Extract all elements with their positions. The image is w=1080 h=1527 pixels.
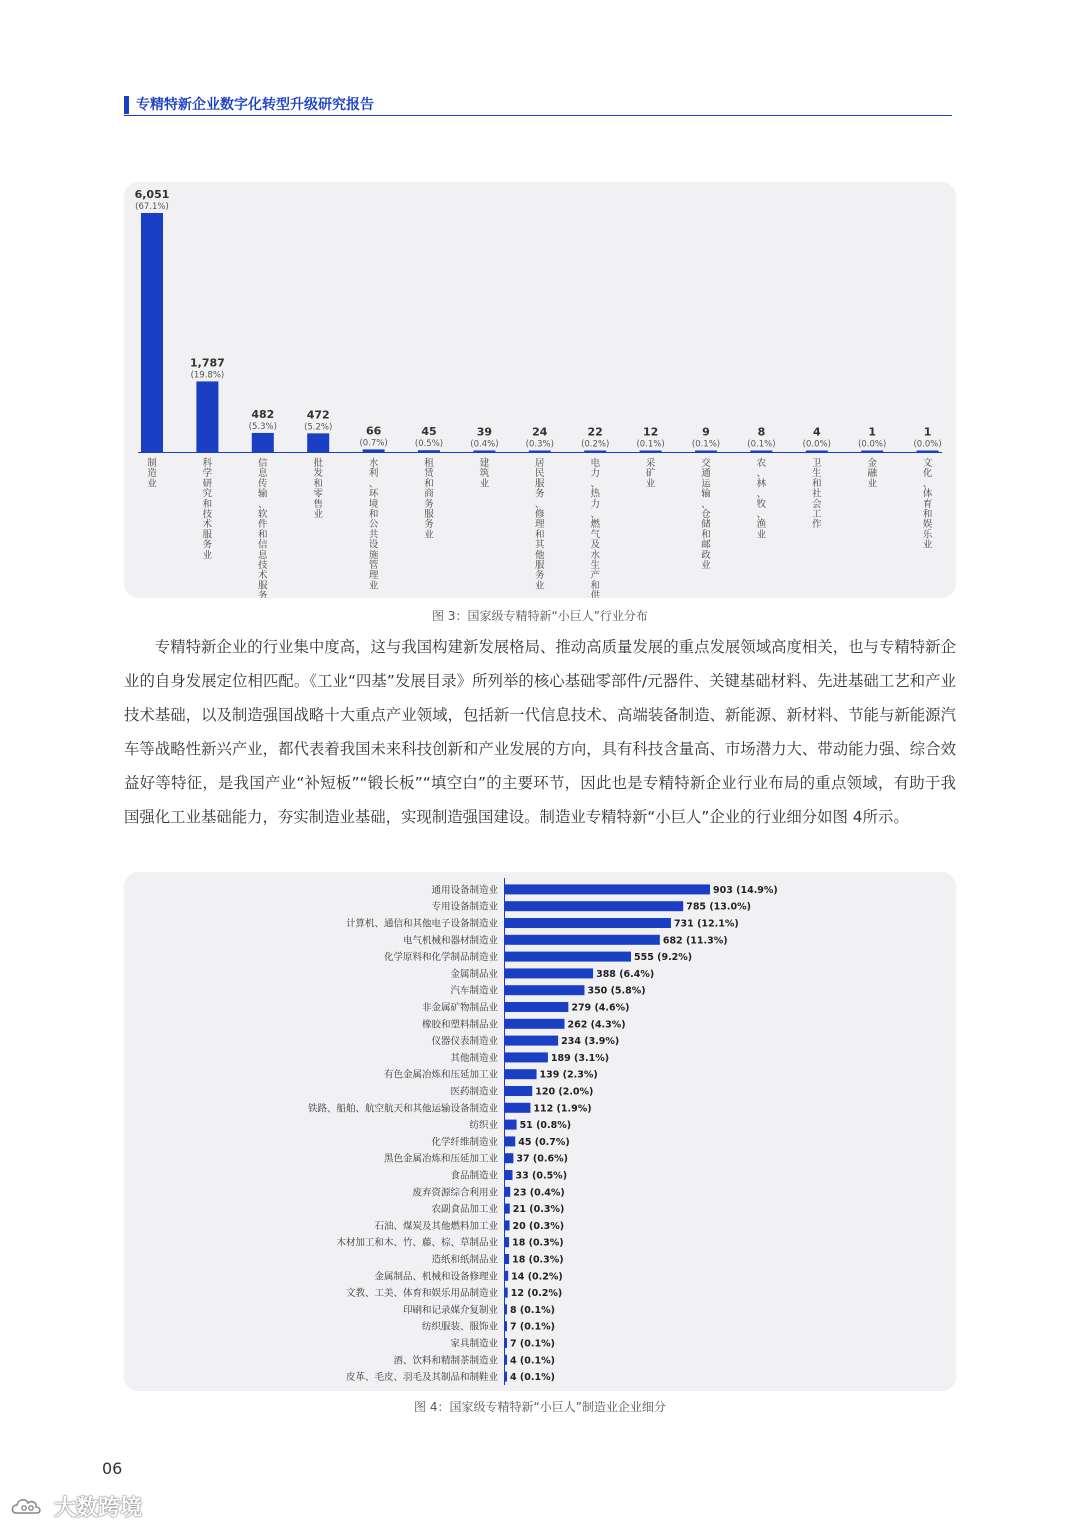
bar <box>505 1052 548 1062</box>
category-label: 采矿业 <box>645 458 656 490</box>
header-divider <box>124 115 952 116</box>
bar-percent-label: (0.5%) <box>414 439 444 450</box>
bar <box>750 451 772 453</box>
bar <box>505 1153 513 1163</box>
category-label: 卫生和社会工作 <box>812 458 822 531</box>
bar-value-label: 9 <box>702 425 710 439</box>
bar-value-label: 45 (0.7%) <box>518 1136 570 1148</box>
bar <box>695 451 717 453</box>
bar-value-label: 112 (1.9%) <box>533 1103 592 1115</box>
bar-value-label: 12 (0.2%) <box>510 1288 563 1300</box>
bar-value-label: 7 (0.1%) <box>510 1321 555 1333</box>
bar <box>505 1002 568 1012</box>
category-label: 非金属矿物制品业 <box>421 1002 498 1014</box>
bar <box>505 1372 507 1382</box>
bar-percent-label: (0.2%) <box>581 439 610 450</box>
bar-percent-label: (0.1%) <box>747 439 776 450</box>
bar <box>505 935 660 945</box>
bar-value-label: 45 <box>421 425 437 439</box>
category-label: 信息传输、软件和信息技术服务 <box>258 458 268 598</box>
bar-value-label: 4 <box>812 425 821 439</box>
bar-value-label: 22 <box>587 425 603 439</box>
category-label: 橡胶和塑料制品业 <box>421 1019 498 1031</box>
category-label: 通用设备制造业 <box>431 884 498 896</box>
category-label: 化学原料和化学制品制造业 <box>383 952 498 964</box>
bar-value-label: 785 (13.0%) <box>686 901 751 913</box>
bar-value-label: 139 (2.3%) <box>539 1069 598 1081</box>
bar <box>505 1254 509 1264</box>
category-label: 金融业 <box>867 458 877 490</box>
bar-value-label: 731 (12.1%) <box>673 918 739 930</box>
bar <box>640 451 662 453</box>
bar-percent-label: (19.8%) <box>190 370 225 381</box>
category-label: 汽车制造业 <box>450 985 498 997</box>
bar-percent-label: (67.1%) <box>135 202 169 212</box>
bar <box>505 952 631 962</box>
bar-percent-label: (5.2%) <box>304 422 333 433</box>
bar-value-label: 14 (0.2%) <box>511 1271 563 1283</box>
bar-value-label: 24 <box>532 425 548 439</box>
watermark-text: 大数跨境 <box>54 1496 143 1521</box>
bar-percent-label: (5.3%) <box>248 421 277 432</box>
bar-value-label: 37 (0.6%) <box>516 1153 568 1165</box>
bar-value-label: 33 (0.5%) <box>515 1170 568 1182</box>
bar-value-label: 682 (11.3%) <box>662 935 728 947</box>
bar <box>505 1237 509 1247</box>
bar <box>505 1019 564 1029</box>
category-label: 家具制造业 <box>450 1338 498 1350</box>
bar <box>505 1338 507 1348</box>
bar <box>529 451 551 453</box>
figure-4-caption: 图 4：国家级专精特新“小巨人”制造业企业细分 <box>414 1400 666 1414</box>
category-label: 制造业 <box>147 458 157 490</box>
bar-percent-label: (0.0%) <box>802 439 831 450</box>
category-label: 建筑业 <box>479 458 490 490</box>
category-label: 批发和零售业 <box>313 458 323 520</box>
category-label: 文教、工美、体育和娱乐用品制造业 <box>345 1288 498 1300</box>
bar-percent-label: (0.4%) <box>470 439 499 450</box>
category-label: 居民服务、修理和其他服务业 <box>535 458 545 592</box>
bar <box>505 1220 510 1230</box>
bar-value-label: 66 <box>365 424 382 438</box>
bar-value-label: 262 (4.3%) <box>567 1019 626 1031</box>
watermark <box>10 1491 142 1522</box>
category-label: 废弃资源综合利用业 <box>412 1187 498 1199</box>
bar <box>917 451 939 453</box>
category-label: 交通运输、仓储和邮政业 <box>701 458 711 571</box>
header-accent-bar <box>124 96 129 114</box>
bar <box>505 1086 532 1096</box>
category-label: 农、林、牧、渔业 <box>756 458 767 541</box>
bar-percent-label: (0.3%) <box>525 439 554 450</box>
category-label: 酒、饮料和精制茶制造业 <box>393 1355 498 1367</box>
body-text <box>124 630 956 834</box>
bar-value-label: 4 (0.1%) <box>510 1372 555 1384</box>
bar-value-label: 555 (9.2%) <box>633 952 693 964</box>
category-label: 金属制品、机械和设备修理业 <box>374 1271 498 1283</box>
bar-value-label: 8 <box>757 425 766 439</box>
bar <box>505 1170 512 1180</box>
category-label: 仪器仪表制造业 <box>431 1036 498 1048</box>
category-label: 计算机、通信和其他电子设备制造业 <box>345 918 498 930</box>
category-label: 农副食品加工业 <box>431 1204 498 1216</box>
bar-percent-label: (0.7%) <box>359 438 388 449</box>
bar <box>473 450 495 452</box>
category-label: 租赁和商务服务业 <box>424 458 434 541</box>
bar <box>505 1271 508 1281</box>
paragraph: 专精特新企业的行业集中度高，这与我国构建新发展格局、推动高质量发展的重点发展领域高度相关，也与专精特新企业的自身发展定位相匹配。《工业“四基”发展目录》所列举的核心基础零部件/元器件、关键基础材料、先进基础工艺和产业技术基础，以及制造强国战略十大重点产业领域，包括新一代信息技术、高端装备制造、新能源、新材料、节能与新能源汽车等战略性新兴产业，都代表着我国未来科技创新和产业发展的方向，具有科技含量高、市场潜力大、带动能力强、综合效益好等特征，是我国产业“补短板”“锻长板”“填空白”的主要环节，因此也是专精特新企业行业布局的重点领域，有助于我国强化工业基础能力，夯实制造业基础，实现制造强国建设。制造业专精特新“小巨人”企业的行业细分如图 4所示。 <box>124 638 956 826</box>
bar <box>141 213 163 452</box>
bar-value-label: 4 (0.1%) <box>510 1355 555 1367</box>
bar <box>196 381 218 452</box>
bar <box>505 1321 507 1331</box>
bar <box>505 1136 515 1146</box>
category-label: 纺织业 <box>469 1120 498 1132</box>
figure-4-panel <box>124 872 956 1391</box>
page-number: 06 <box>102 1459 123 1478</box>
category-label: 石油、煤炭及其他燃料加工业 <box>374 1220 498 1232</box>
figure-3-caption: 图 3：国家级专精特新“小巨人”行业分布 <box>432 609 648 623</box>
bar <box>505 1036 558 1046</box>
bar-value-label: 234 (3.9%) <box>561 1036 620 1048</box>
bar-value-label: 20 (0.3%) <box>512 1220 565 1232</box>
bar-value-label: 472 <box>306 408 330 422</box>
bar-value-label: 1 <box>868 425 877 439</box>
category-label: 科学研究和技术服务业 <box>202 458 213 561</box>
category-label: 电力、热力、燃气及水生产和供 <box>590 458 600 598</box>
bar <box>505 1187 510 1197</box>
category-label: 医药制造业 <box>450 1086 498 1098</box>
bar <box>505 1288 508 1298</box>
category-label: 有色金属冶炼和压延加工业 <box>383 1069 498 1081</box>
bar-value-label: 18 (0.3%) <box>512 1237 564 1249</box>
category-label: 专用设备制造业 <box>431 901 498 913</box>
category-label: 金属制品业 <box>450 968 498 980</box>
bar <box>363 449 385 452</box>
category-label: 铁路、船舶、航空航天和其他运输设备制造业 <box>307 1103 498 1115</box>
bar-value-label: 350 (5.8%) <box>587 985 646 997</box>
category-label: 皮革、毛皮、羽毛及其制品和制鞋业 <box>345 1372 498 1384</box>
category-label: 纺织服装、服饰业 <box>421 1321 498 1333</box>
bar-value-label: 8 (0.1%) <box>510 1304 555 1316</box>
bar-value-label: 23 (0.4%) <box>513 1187 565 1199</box>
category-label: 食品制造业 <box>450 1170 498 1182</box>
bar-value-label: 903 (14.9%) <box>713 884 778 896</box>
bar-value-label: 7 (0.1%) <box>510 1338 555 1350</box>
bar <box>505 1304 507 1314</box>
category-label: 其他制造业 <box>450 1052 498 1064</box>
category-label: 造纸和纸制品业 <box>431 1254 498 1266</box>
category-label: 水利、环境和公共设施管理业 <box>368 458 379 592</box>
category-label: 化学纤维制造业 <box>431 1136 498 1148</box>
bar <box>505 1355 507 1365</box>
bar <box>505 1069 537 1079</box>
bar-value-label: 39 <box>476 425 493 439</box>
bar <box>505 1204 510 1214</box>
cloud-logo-icon <box>10 1495 50 1519</box>
report-title: 专精特新企业数字化转型升级研究报告 <box>136 97 374 113</box>
bar-value-label: 1 <box>923 425 932 439</box>
industry-distribution-chart <box>124 182 956 598</box>
bar-value-label: 388 (6.4%) <box>596 968 655 980</box>
bar-percent-label: (0.1%) <box>636 439 665 450</box>
bar <box>505 918 671 928</box>
bar-value-label: 279 (4.6%) <box>571 1002 630 1014</box>
bar <box>505 1103 530 1113</box>
bar <box>505 985 584 995</box>
bar-value-label: 482 <box>251 407 275 421</box>
bar-percent-label: (0.0%) <box>913 439 942 450</box>
bar-value-label: 51 (0.8%) <box>519 1120 572 1132</box>
category-label: 黑色金属冶炼和压延加工业 <box>383 1153 498 1165</box>
bar-percent-label: (0.1%) <box>691 439 721 450</box>
bar <box>584 451 606 453</box>
bar <box>505 1120 517 1130</box>
category-label: 文化、体育和娱乐业 <box>922 458 933 551</box>
category-label: 印刷和记录媒介复制业 <box>402 1304 498 1316</box>
bar-value-label: 21 (0.3%) <box>512 1204 565 1216</box>
figure-3-panel <box>124 182 956 598</box>
bar-percent-label: (0.0%) <box>858 439 887 450</box>
bar-value-label: 189 (3.1%) <box>550 1052 610 1064</box>
bar-value-label: 120 (2.0%) <box>535 1086 594 1098</box>
manufacturing-breakdown-chart <box>124 872 956 1391</box>
category-label: 电气机械和器材制造业 <box>402 935 498 947</box>
bar-value-label: 12 <box>642 425 659 439</box>
category-label: 木材加工和木、竹、藤、棕、草制品业 <box>336 1237 498 1249</box>
bar-value-label: 6,051 <box>134 188 170 201</box>
bar <box>252 433 274 452</box>
bar-value-label: 18 (0.3%) <box>512 1254 564 1266</box>
bar <box>505 968 593 978</box>
bar <box>307 433 329 452</box>
bar <box>418 450 440 452</box>
bar-value-label: 1,787 <box>190 356 225 370</box>
bar <box>806 451 828 453</box>
bar <box>505 884 710 894</box>
bar <box>505 901 683 911</box>
bar <box>861 451 883 453</box>
